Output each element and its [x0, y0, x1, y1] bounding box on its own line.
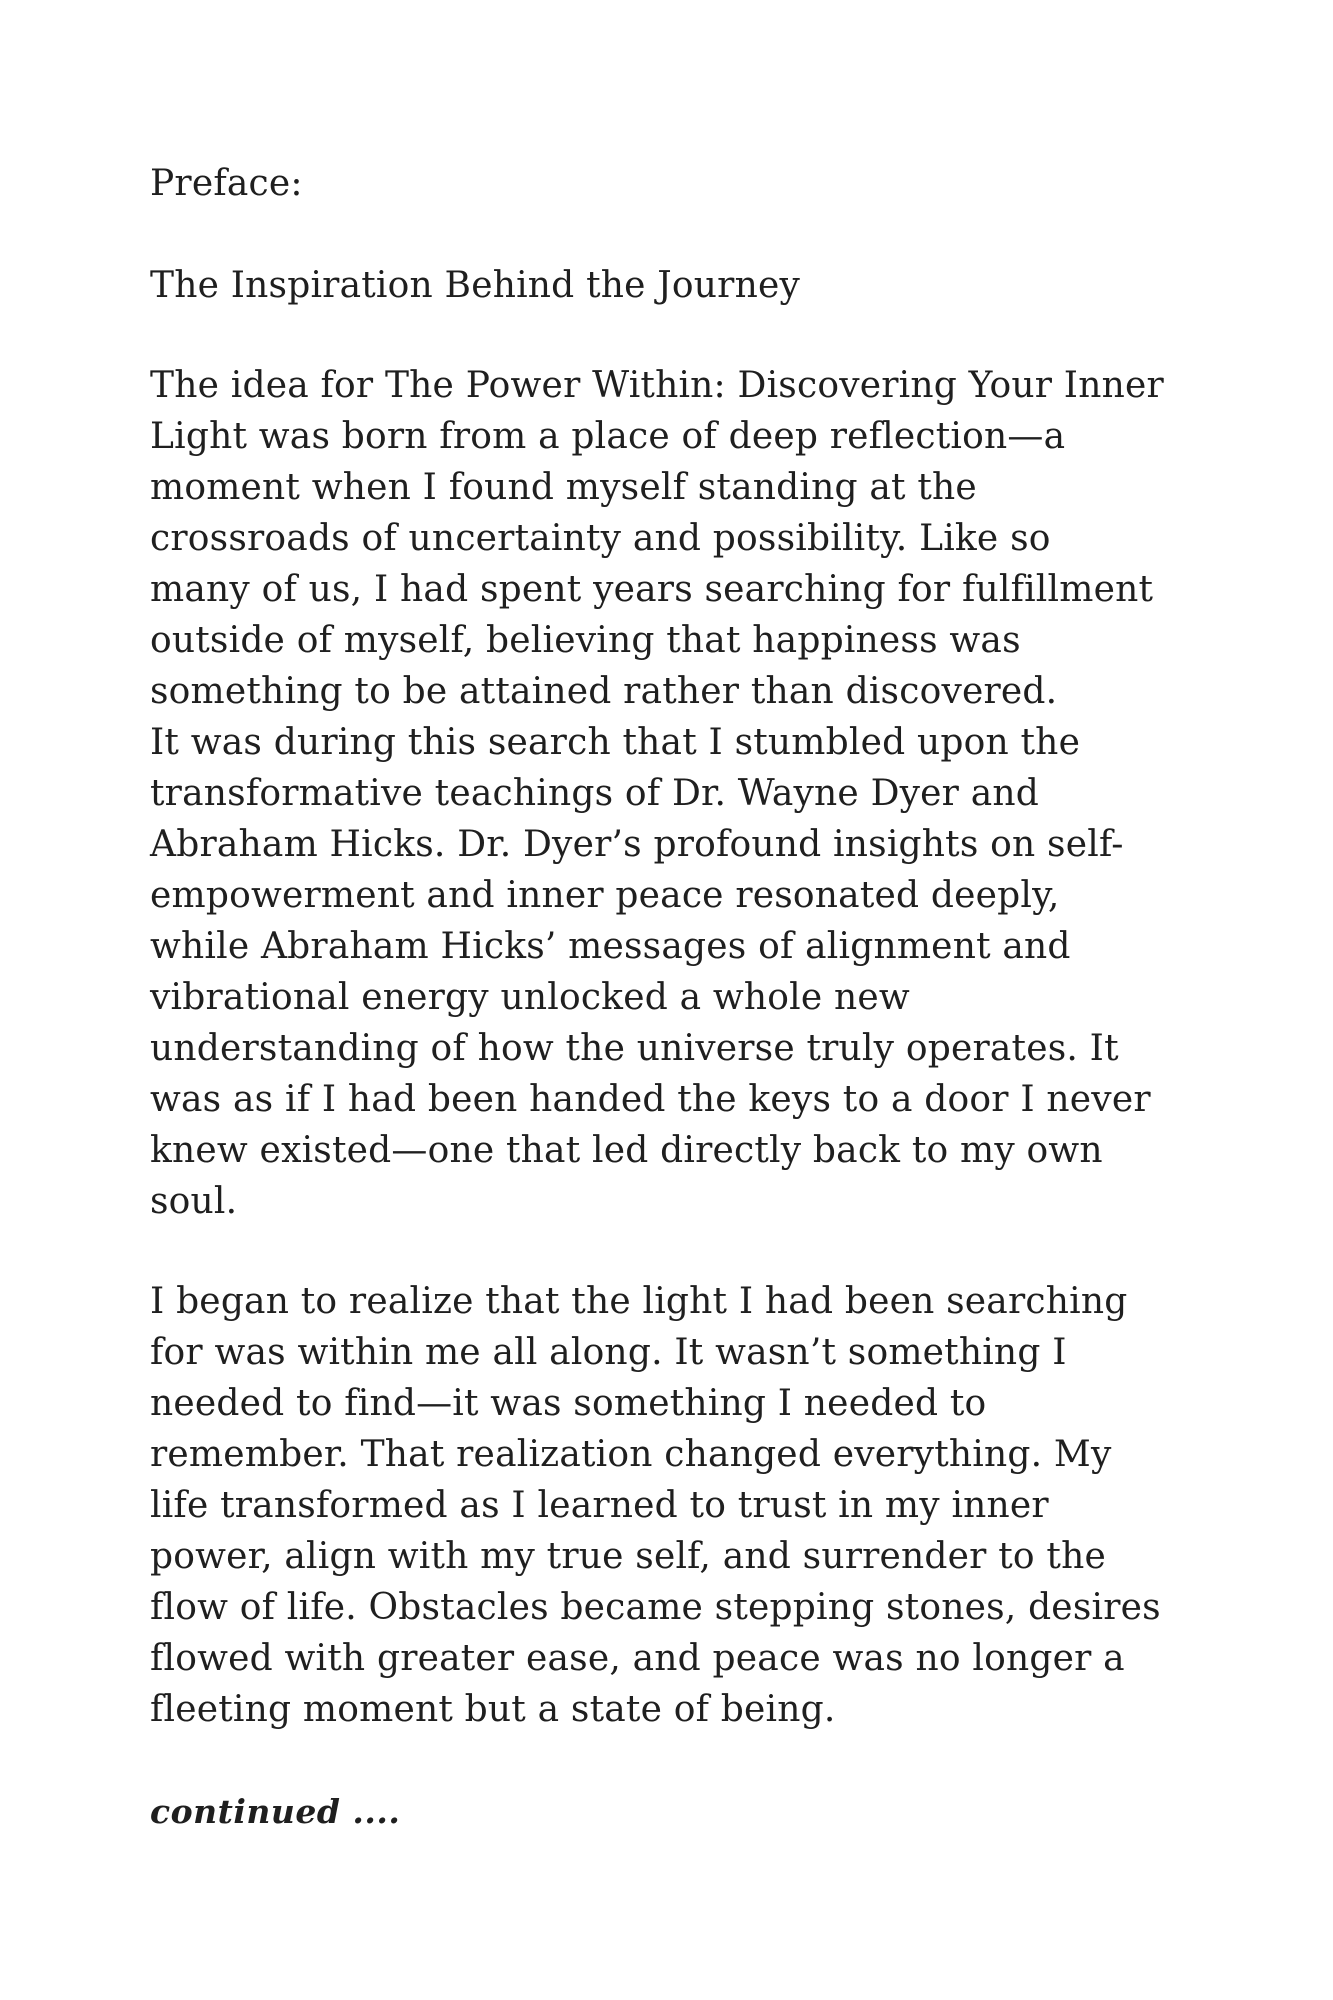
paragraph-line: empowerment and inner peace resonated deeply, [150, 875, 1060, 916]
paragraph-line: life transformed as I learned to trust in my inner [150, 1485, 1049, 1526]
paragraph-line: transformative teachings of Dr. Wayne Dyer and [150, 773, 1040, 814]
paragraph-line: for was within me all along. It wasn’t something I [150, 1332, 1067, 1373]
paragraph-line: fleeting moment but a state of being. [150, 1689, 836, 1730]
paragraph-line: knew existed—one that led directly back to my own [150, 1130, 1103, 1171]
body-paragraph-2 [150, 1276, 1200, 1735]
paragraph-line: many of us, I had spent years searching for fulfillment [150, 569, 1154, 610]
body-paragraph-1 [150, 360, 1200, 1227]
preface-heading [150, 158, 1200, 209]
continued-note: continued .... [150, 1792, 401, 1831]
paragraph-line: vibrational energy unlocked a whole new [150, 977, 910, 1018]
paragraph-line: was as if I had been handed the keys to a door I never [150, 1079, 1151, 1120]
paragraph-line: I began to realize that the light I had been searching [150, 1281, 1128, 1322]
paragraph-line: flow of life. Obstacles became stepping stones, desires [150, 1587, 1161, 1628]
paragraph-line: It was during this search that I stumbled upon the [150, 722, 1081, 763]
paragraph-line: while Abraham Hicks’ messages of alignment and [150, 926, 1071, 967]
preface-heading-text: Preface: [150, 163, 303, 204]
paragraph-line: The idea for The Power Within: Discovering Your Inner [150, 365, 1164, 406]
paragraph-line: remember. That realization changed everything. My [150, 1434, 1112, 1475]
section-title [150, 260, 1200, 311]
paragraph-line: moment when I found myself standing at the [150, 467, 977, 508]
paragraph-line: something to be attained rather than discovered. [150, 671, 1058, 712]
paragraph-line: Abraham Hicks. Dr. Dyer’s profound insights on self- [150, 824, 1124, 865]
section-title-text: The Inspiration Behind the Journey [150, 265, 801, 306]
paragraph-line: outside of myself, believing that happiness was [150, 620, 1021, 661]
paragraph-line: soul. [150, 1181, 238, 1222]
paragraph-line: crossroads of uncertainty and possibility. Like so [150, 518, 1051, 559]
paragraph-line: Light was born from a place of deep reflection—a [150, 416, 1066, 457]
paragraph-line: flowed with greater ease, and peace was no longer a [150, 1638, 1125, 1679]
paragraph-line: needed to find—it was something I needed to [150, 1383, 987, 1424]
paragraph-line: power, align with my true self, and surrender to the [150, 1536, 1106, 1577]
paragraph-line: understanding of how the universe truly operates. It [150, 1028, 1119, 1069]
